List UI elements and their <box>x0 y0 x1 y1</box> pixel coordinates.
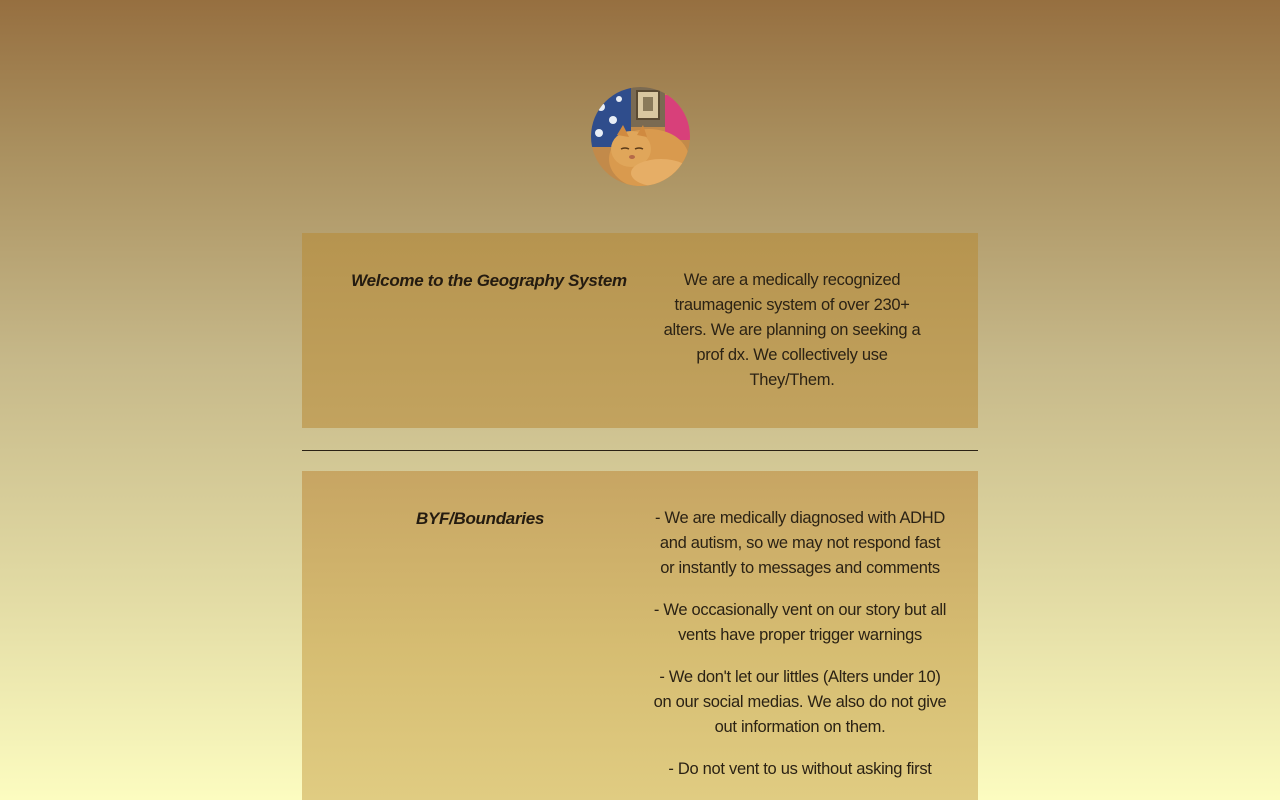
boundary-item: - We are medically diagnosed with ADHD and autism, so we may not respond fast or instantly to messages and comments <box>654 509 945 577</box>
boundary-item: - We occasionally vent on our story but all vents have proper trigger warnings <box>653 601 947 644</box>
welcome-card <box>302 233 978 428</box>
welcome-description: We are a medically recognized traumagenic system of over 230+ alters. We are planning on seeking a prof dx. We collectively use They/Them. <box>663 271 921 389</box>
boundary-item: - We don't let our littles (Alters under 10) on our social medias. We also do not give out information on them. <box>653 668 947 736</box>
section-divider <box>302 450 978 451</box>
boundaries-heading: BYF/Boundaries <box>415 509 545 528</box>
boundary-item: - Do not vent to us without asking first <box>668 760 932 778</box>
cat-photo-avatar-icon <box>591 87 690 186</box>
boundaries-card <box>302 471 978 800</box>
welcome-heading: Welcome to the Geography System <box>351 271 627 290</box>
boundaries-list <box>652 506 948 799</box>
profile-avatar <box>591 87 690 186</box>
